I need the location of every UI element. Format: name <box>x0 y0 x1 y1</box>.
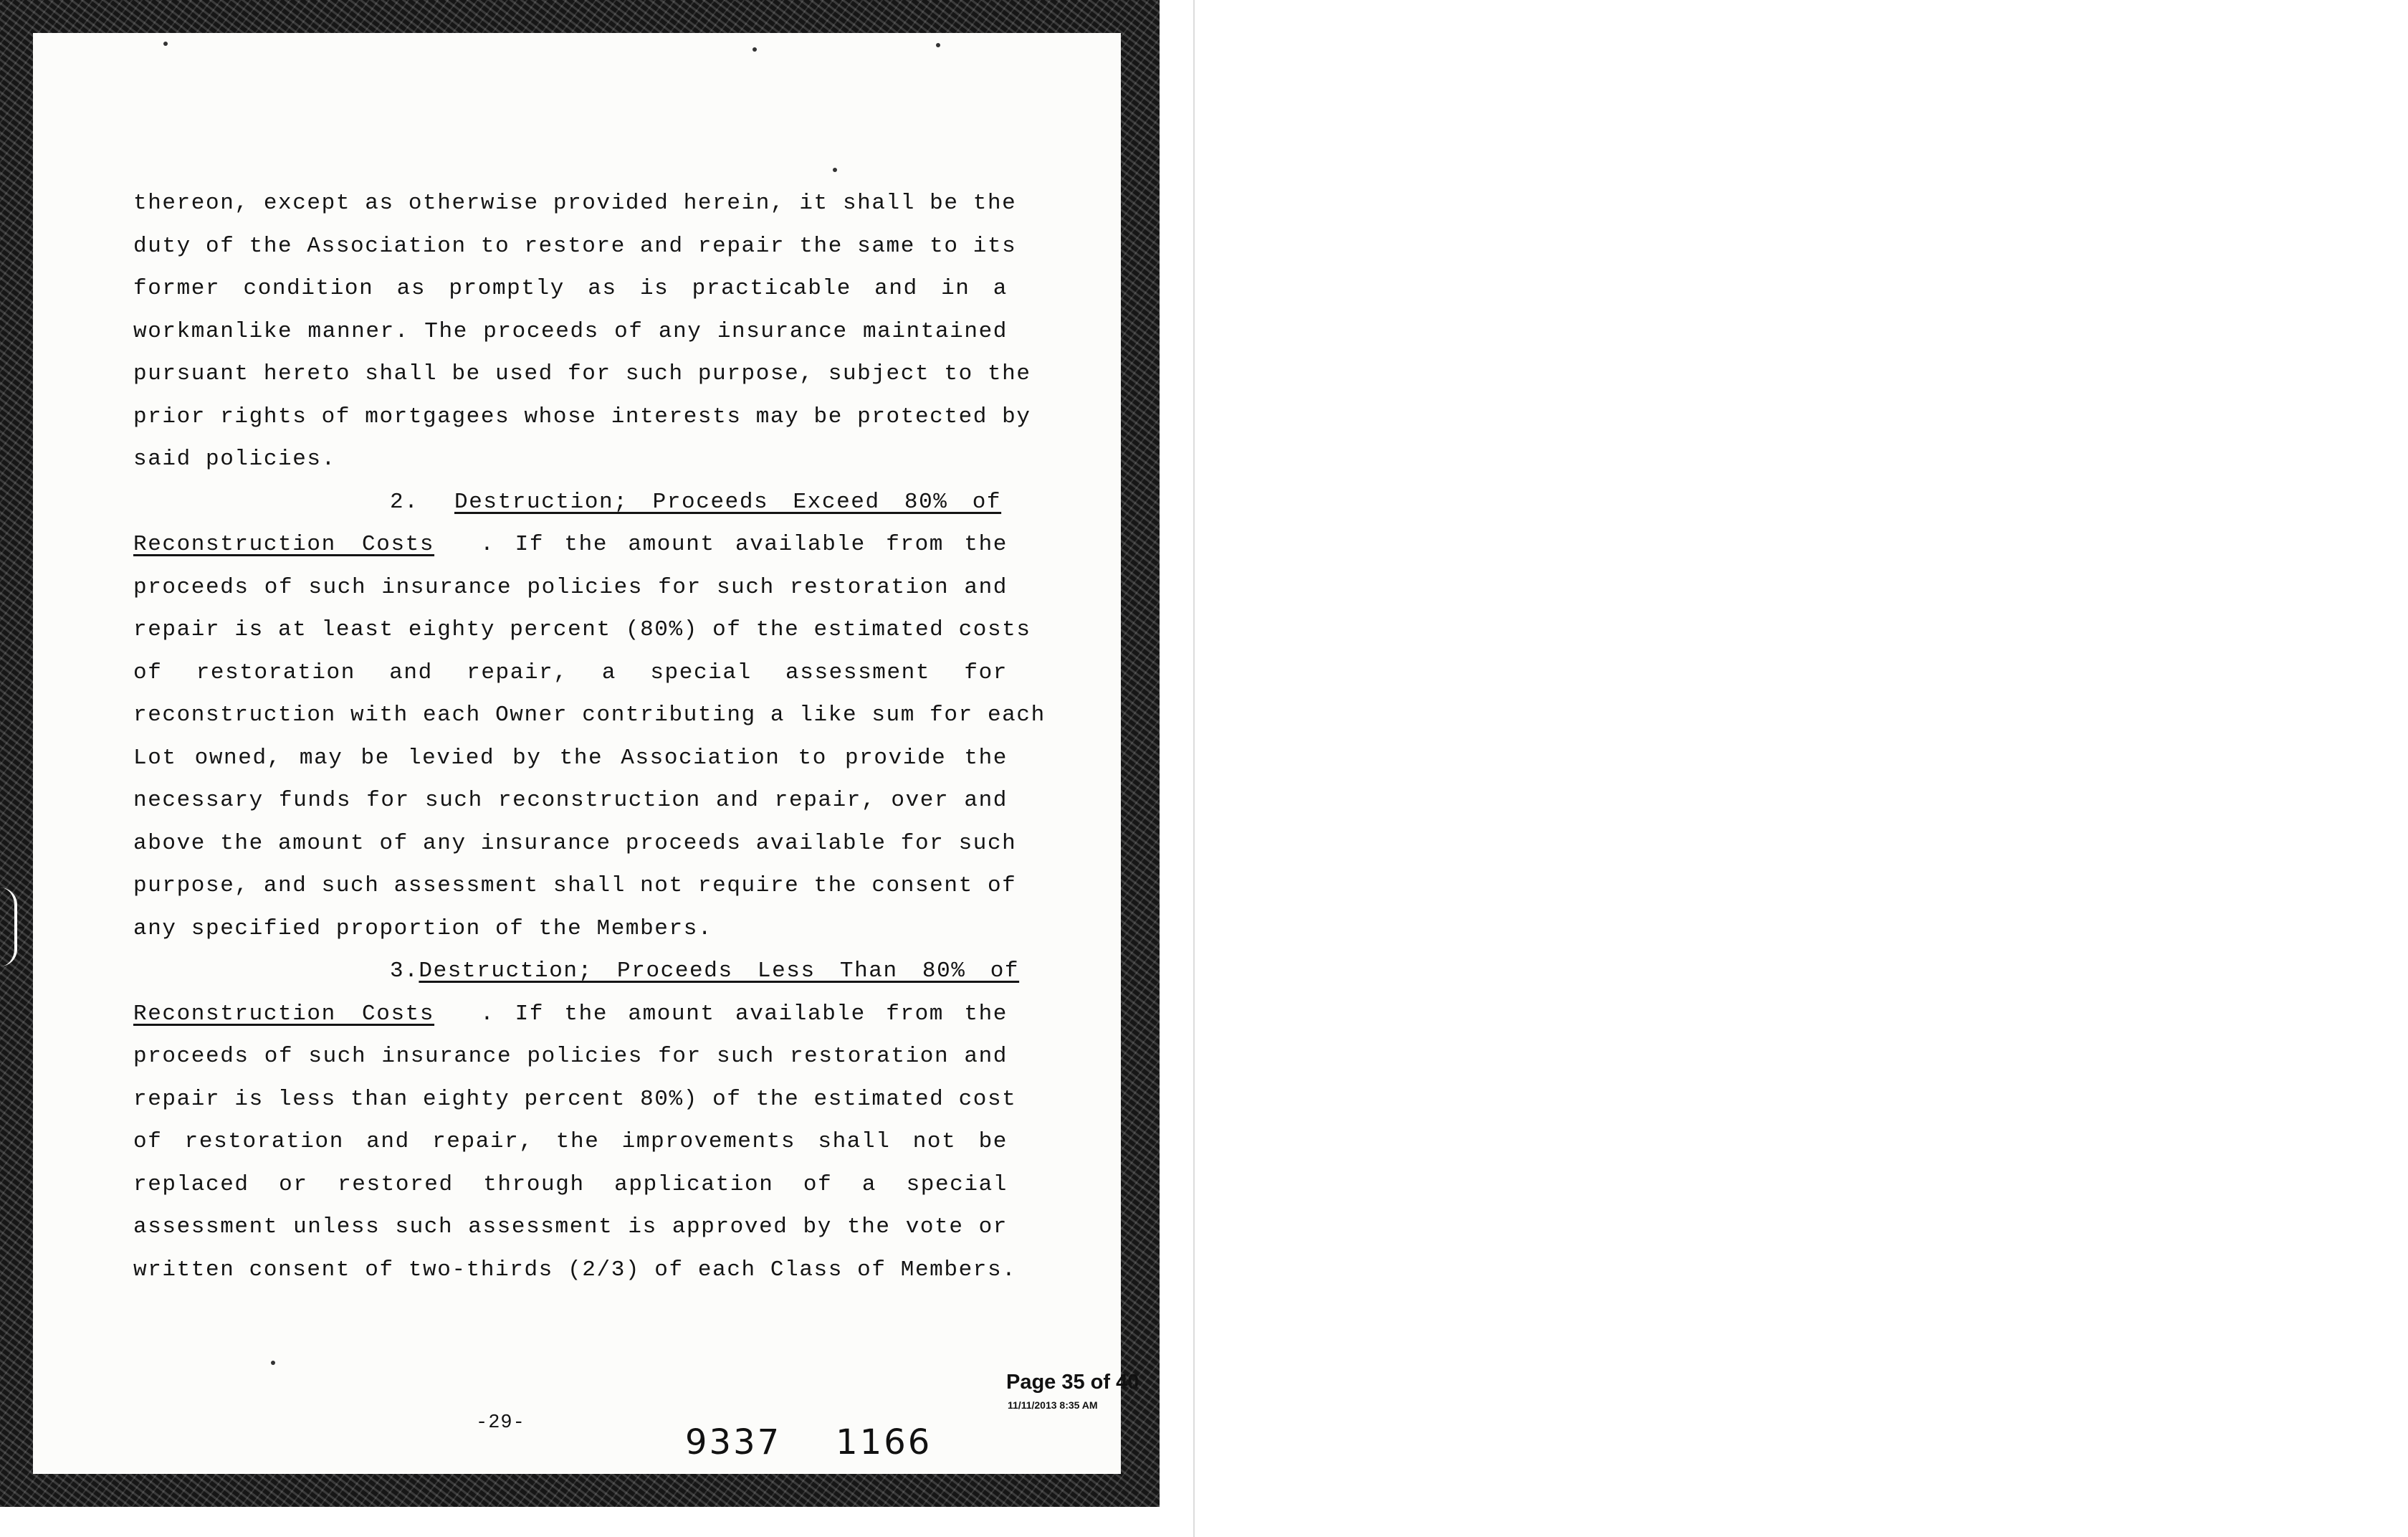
text-line: written consent of two-thirds (2/3) of each Class of Members. <box>133 1257 1017 1283</box>
text-line: assessment unless such assessment is approved by the vote or <box>133 1214 1008 1239</box>
section-heading <box>133 481 1008 524</box>
recorded-timestamp: 11/11/2013 8:35 AM <box>1008 1399 1098 1411</box>
recording-stamp <box>685 1422 932 1462</box>
scan-speck <box>833 168 837 172</box>
text-line: prior rights of mortgagees whose interests may be protected by <box>133 404 1031 429</box>
scan-speck <box>163 42 168 46</box>
viewer-divider <box>1193 0 1195 1537</box>
text-line: repair is less than eighty percent 80%) of the estimated cost <box>133 1086 1017 1112</box>
text-line: replaced or restored through application of a special <box>133 1171 1008 1197</box>
text-line: any specified proportion of the Members. <box>133 915 713 941</box>
section-title: Destruction; Proceeds Exceed 80% of <box>454 489 1002 515</box>
text-line: reconstruction with each Owner contributing a like sum for each <box>133 703 1046 728</box>
text-line: of restoration and repair, a special assessment for <box>133 660 1008 685</box>
section-3 <box>133 950 1020 1291</box>
book-number: 9337 <box>685 1422 782 1462</box>
text-line: . If the amount available from the <box>480 1001 1008 1027</box>
section-title-continued <box>133 523 1008 566</box>
section-title: Destruction; Proceeds Less Than 80% of <box>419 958 1020 984</box>
text-line: proceeds of such insurance policies for such restoration and <box>133 1044 1008 1069</box>
section-title-underlined: Reconstruction Costs <box>133 1001 435 1027</box>
text-line: above the amount of any insurance proceeds available for such <box>133 830 1017 856</box>
text-line: repair is at least eighty percent (80%) of the estimated costs <box>133 617 1031 642</box>
text-line: Lot owned, may be levied by the Association to provide the <box>133 745 1008 771</box>
scan-speck <box>271 1361 275 1365</box>
scan-speck <box>752 47 757 52</box>
document-text <box>133 182 1046 1291</box>
page-reference: 1166 <box>836 1422 932 1462</box>
text-line: of restoration and repair, the improvements shall not be <box>133 1129 1008 1154</box>
text-line: proceeds of such insurance policies for such restoration and <box>133 574 1008 600</box>
section-2 <box>133 481 1046 951</box>
paragraph-restoration-duty <box>133 182 1031 481</box>
section-title-underlined: Reconstruction Costs <box>133 532 435 557</box>
page-curl-artifact <box>0 888 17 966</box>
text-line: said policies. <box>133 447 336 472</box>
text-line: thereon, except as otherwise provided herein, it shall be the <box>133 191 1017 216</box>
section-number: 3. <box>390 958 419 984</box>
text-line: former condition as promptly as is practicable and in a <box>133 276 1008 301</box>
page-count-label: Page 35 of 40 <box>1006 1371 1140 1394</box>
text-line: workmanlike manner. The proceeds of any insurance maintained <box>133 318 1008 344</box>
section-title-continued <box>133 993 1008 1036</box>
text-line: necessary funds for such reconstruction and repair, over and <box>133 788 1008 813</box>
text-line: . If the amount available from the <box>480 532 1008 557</box>
text-line: purpose, and such assessment shall not require the consent of <box>133 873 1017 898</box>
section-heading <box>133 950 1020 993</box>
scan-speck <box>936 43 940 47</box>
text-line: pursuant hereto shall be used for such purpose, subject to the <box>133 361 1031 386</box>
page-number: -29- <box>476 1412 525 1434</box>
text-line: duty of the Association to restore and repair the same to its <box>133 233 1017 259</box>
section-number: 2. <box>390 489 419 515</box>
